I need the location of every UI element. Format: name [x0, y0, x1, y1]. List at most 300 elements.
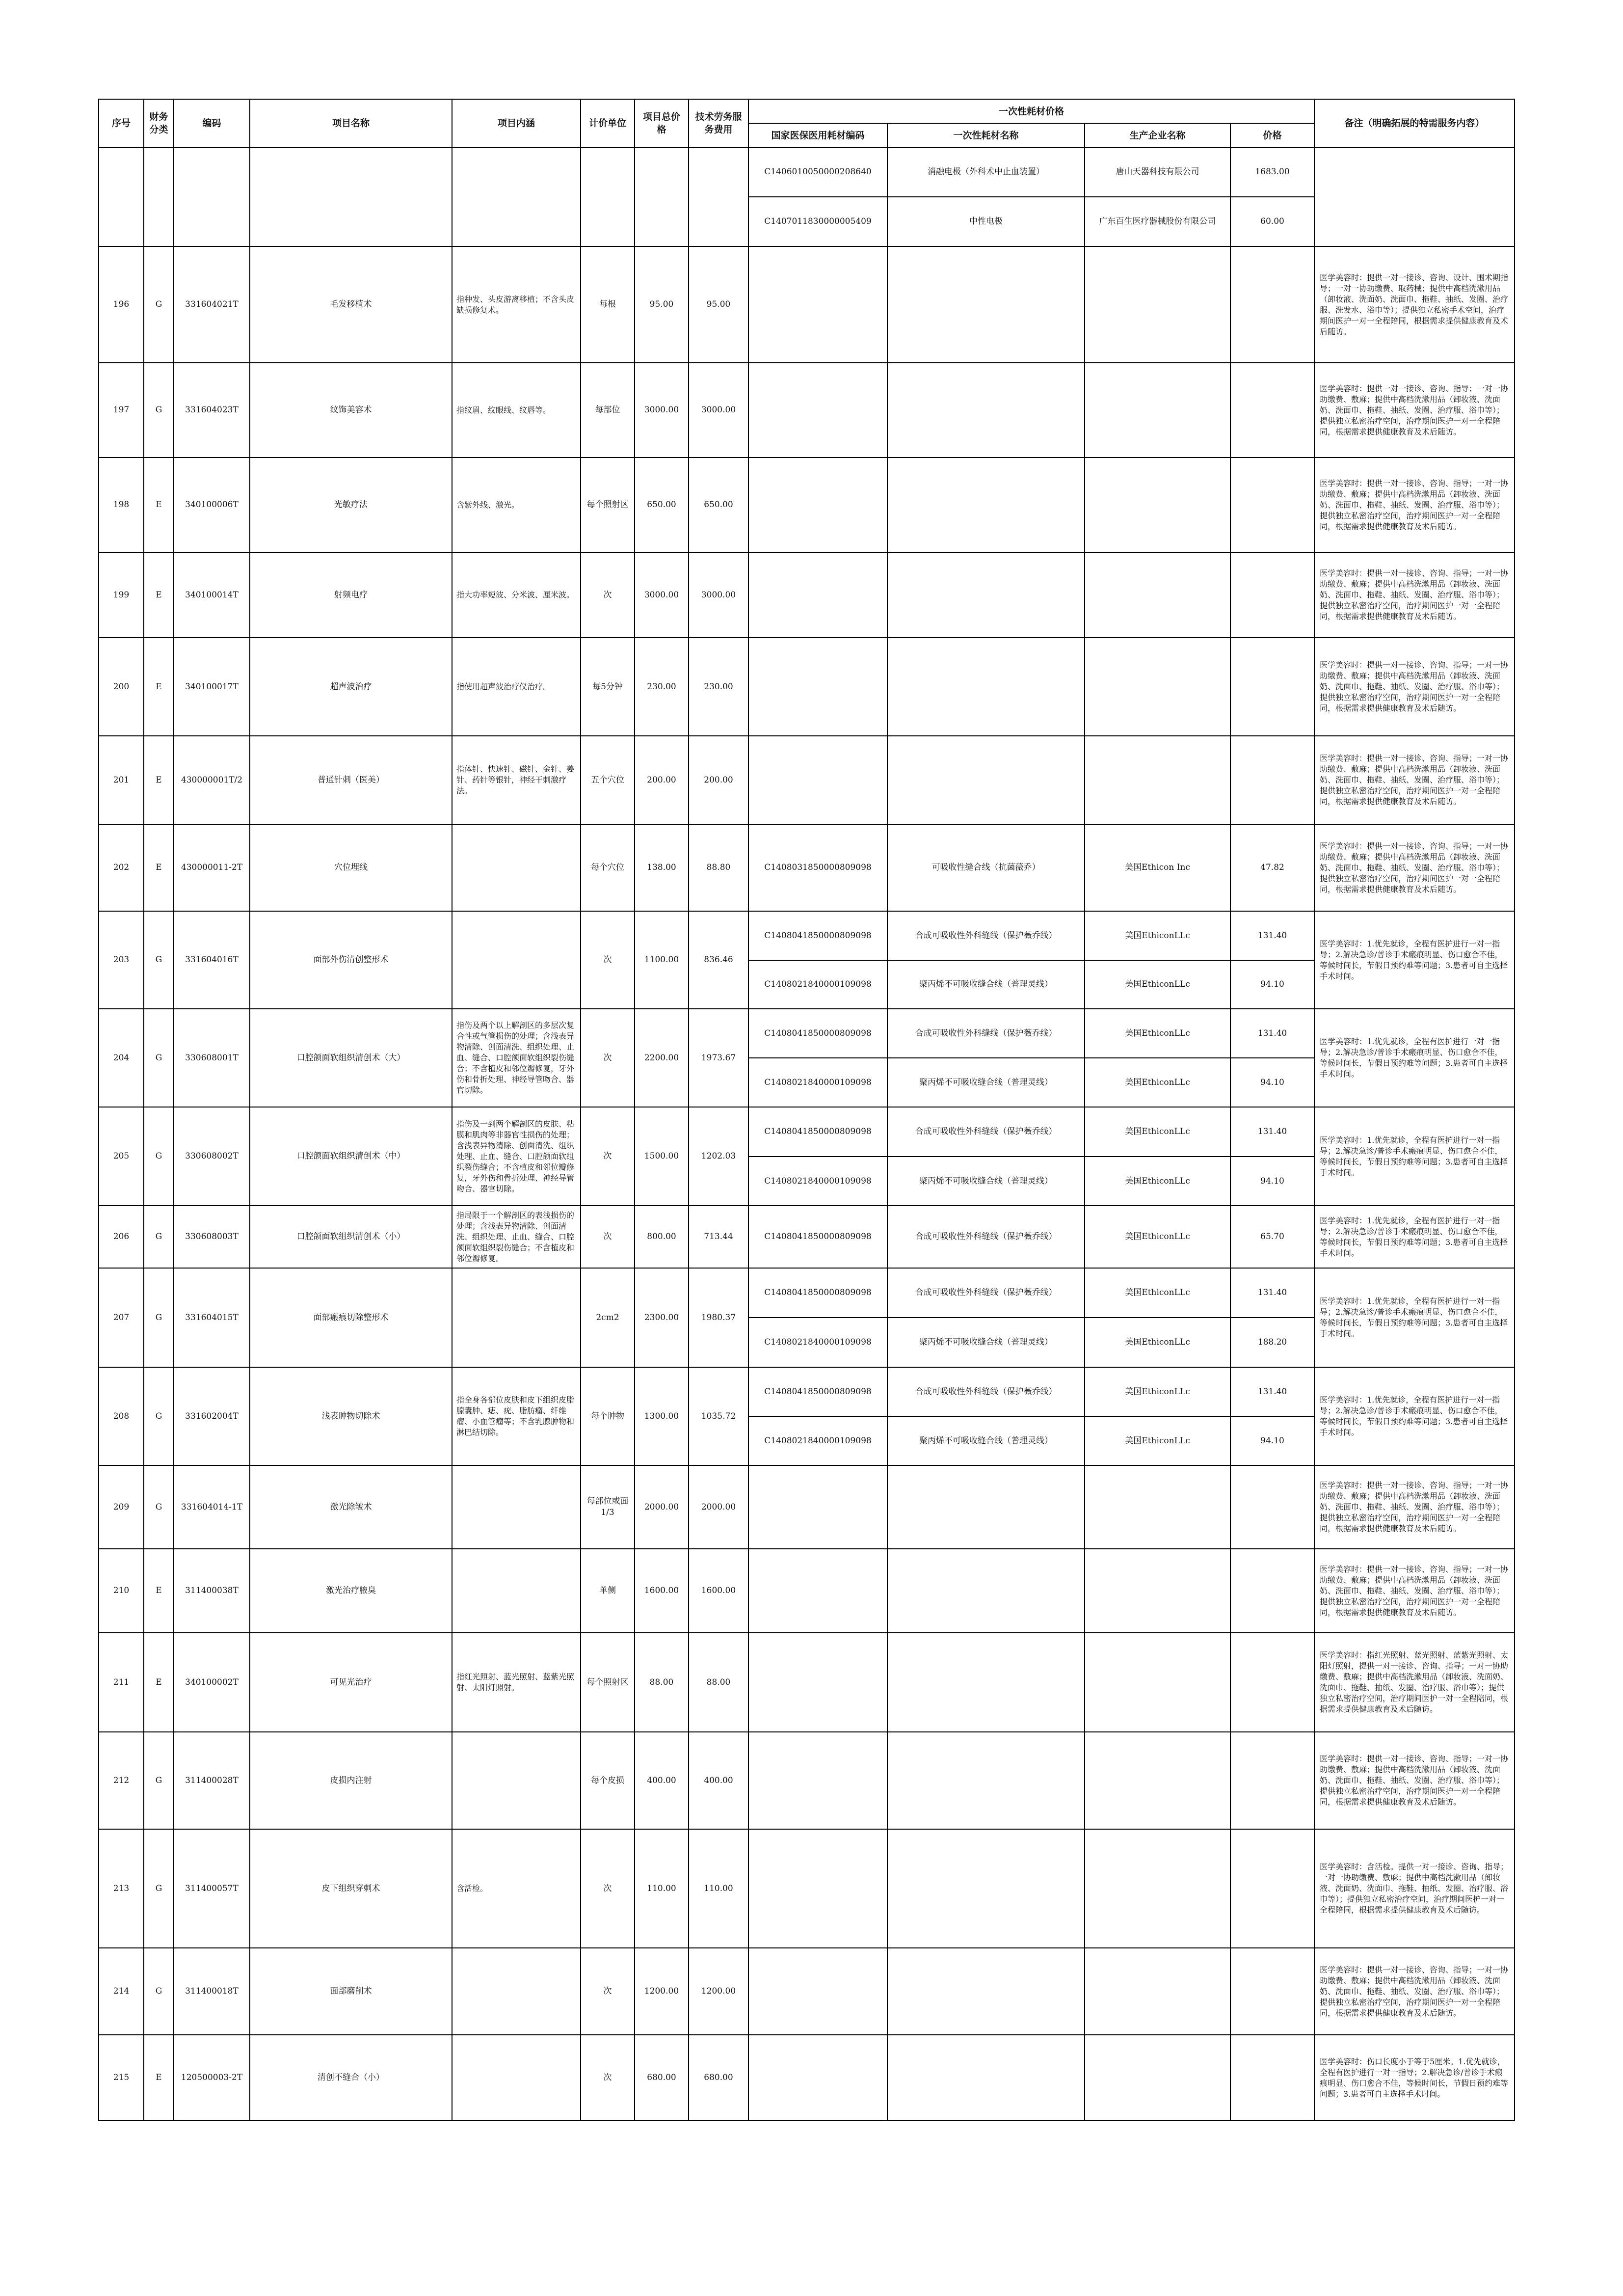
cell-price: 131.40: [1230, 1009, 1314, 1058]
cell-content: 指大功率短波、分米波、厘米波。: [452, 552, 581, 638]
cell-consumable-name: 合成可吸收性外科缝线（保护薇乔线）: [887, 1268, 1085, 1318]
cell-content: [452, 911, 581, 1009]
cell-code: 331604014-1T: [174, 1465, 250, 1549]
cell-content: 指伤及一到两个解剖区的皮肤、粘膜和肌肉等非器官性损伤的处理；含浅表异物清除、创面清洗、组织处理、止血、缝合、口腔颌面软组织裂伤缝合；不含植皮和邻位瓣修复，牙外伤和骨折处理、神经导管吻合、器官切除。: [452, 1107, 581, 1206]
cell-nhsa-code-empty: [748, 1829, 887, 1948]
cell-content: 指伤及两个以上解剖区的多层次复合性或气管损伤的处理；含浅表异物清除、创面清洗、组织处理、止血、缝合、口腔颌面软组织裂伤缝合；不含植皮和邻位瓣修复，牙外伤和骨折处理、神经导管吻合、器官切除。: [452, 1009, 581, 1107]
cell-consumable-name-empty: [887, 1549, 1085, 1633]
cell-labor-fee: 713.44: [689, 1206, 748, 1268]
header-item-name: 项目名称: [250, 99, 452, 147]
header-nhsa-code: 国家医保医用耗材编码: [748, 123, 887, 147]
cell-price: 94.10: [1230, 1058, 1314, 1107]
cell-total-price: 1500.00: [635, 1107, 689, 1206]
header-content: 项目内涵: [452, 99, 581, 147]
table-row: [99, 638, 1515, 736]
cell-total-price: 230.00: [635, 638, 689, 736]
cell-item-name: 超声波治疗: [250, 638, 452, 736]
cell-seq: 198: [99, 458, 144, 552]
header-code: 编码: [174, 99, 250, 147]
cell-content: [452, 1732, 581, 1829]
cell-content: [452, 1948, 581, 2035]
cell-seq: 211: [99, 1633, 144, 1732]
cell-unit: 单侧: [581, 1549, 635, 1633]
cell-note: 医学美容时：1.优先就诊，全程有医护进行一对一指导；2.解决急诊/普诊手术瘢痕明显、伤口愈合不佳，等候时间长，节假日预约难等问题；3.患者可自主选择手术时间。: [1314, 1009, 1515, 1107]
cell-consumable-name: 合成可吸收性外科缝线（保护薇乔线）: [887, 1009, 1085, 1058]
cell-price: 131.40: [1230, 1367, 1314, 1416]
cell-manufacturer-empty: [1085, 1465, 1230, 1549]
cell-seq: 202: [99, 824, 144, 911]
cell-manufacturer-empty: [1085, 638, 1230, 736]
cell-seq: 207: [99, 1268, 144, 1367]
cell-consumable-name: 合成可吸收性外科缝线（保护薇乔线）: [887, 1367, 1085, 1416]
cell-nhsa-code-empty: [748, 458, 887, 552]
cell-code: 331604021T: [174, 246, 250, 363]
cell-note: 医学美容时：提供一对一接诊、咨询、指导；一对一协助缴费、敷麻；提供中高档洗漱用品（卸妆液、洗面奶、洗面巾、拖鞋、抽纸、发圈、治疗服、浴巾等）；提供独立私密治疗空间，治疗期间医护一对一全程陪同，根据需求提供健康教育及术后随访。: [1314, 824, 1515, 911]
cell-manufacturer-empty: [1085, 552, 1230, 638]
cell-fin-category: E: [144, 1549, 174, 1633]
cell-code: 331604023T: [174, 363, 250, 458]
cell-nhsa-code-empty: [748, 1948, 887, 2035]
cell-consumable-name: 聚丙烯不可吸收缝合线（普理灵线）: [887, 960, 1085, 1009]
table-row: [99, 1633, 1515, 1732]
cell-item-name: 光敏疗法: [250, 458, 452, 552]
cell-consumable-name-empty: [887, 2035, 1085, 2121]
cell-unit: 每个皮损: [581, 1732, 635, 1829]
cell-seq: 203: [99, 911, 144, 1009]
cell-content: [452, 147, 581, 246]
table-row: [99, 1268, 1515, 1318]
cell-nhsa-code-empty: [748, 552, 887, 638]
cell-labor-fee: 2000.00: [689, 1465, 748, 1549]
table-row: [99, 552, 1515, 638]
table-row: [99, 458, 1515, 552]
cell-code: 120500003-2T: [174, 2035, 250, 2121]
cell-price: 1683.00: [1230, 147, 1314, 197]
cell-fin-category: E: [144, 736, 174, 824]
table-row: [99, 736, 1515, 824]
cell-price-empty: [1230, 363, 1314, 458]
cell-consumable-name: 合成可吸收性外科缝线（保护薇乔线）: [887, 1206, 1085, 1268]
cell-nhsa-code: C1408021840000109098: [748, 1416, 887, 1465]
cell-unit: 每个照射区: [581, 1633, 635, 1732]
cell-item-name: 皮下组织穿刺术: [250, 1829, 452, 1948]
cell-total-price: 2200.00: [635, 1009, 689, 1107]
cell-fin-category: G: [144, 1829, 174, 1948]
cell-content: 指使用超声波治疗仪治疗。: [452, 638, 581, 736]
cell-note: [1314, 147, 1515, 246]
cell-consumable-name-empty: [887, 1465, 1085, 1549]
cell-code: 331604015T: [174, 1268, 250, 1367]
cell-unit: 次: [581, 1948, 635, 2035]
header-unit: 计价单位: [581, 99, 635, 147]
cell-seq: 197: [99, 363, 144, 458]
table-row: [99, 1107, 1515, 1157]
cell-price-empty: [1230, 1465, 1314, 1549]
cell-nhsa-code-empty: [748, 638, 887, 736]
cell-fin-category: G: [144, 1732, 174, 1829]
header-fin-category: 财务分类: [144, 99, 174, 147]
cell-code: 340100006T: [174, 458, 250, 552]
header-total-price: 项目总价格: [635, 99, 689, 147]
cell-consumable-name-empty: [887, 552, 1085, 638]
cell-note: 医学美容时：伤口长度小于等于5厘米。1.优先就诊，全程有医护进行一对一指导；2.解决急诊/普诊手术瘢痕明显、伤口愈合不佳，等候时间长，节假日预约难等问题；3.患者可自主选择手术时间。: [1314, 2035, 1515, 2121]
cell-labor-fee: 400.00: [689, 1732, 748, 1829]
cell-consumable-name-empty: [887, 246, 1085, 363]
cell-labor-fee: 1980.37: [689, 1268, 748, 1367]
cell-price: 131.40: [1230, 1268, 1314, 1318]
cell-note: 医学美容时：提供一对一接诊、咨询、指导；一对一协助缴费、敷麻；提供中高档洗漱用品（卸妆液、洗面奶、洗面巾、拖鞋、抽纸、发圈、治疗服、浴巾等）；提供独立私密治疗空间，治疗期间医护一对一全程陪同，根据需求提供健康教育及术后随访。: [1314, 552, 1515, 638]
cell-price-empty: [1230, 1948, 1314, 2035]
cell-manufacturer: 美国EthiconLLc: [1085, 1206, 1230, 1268]
cell-manufacturer: 美国EthiconLLc: [1085, 1367, 1230, 1416]
table-row: [99, 1206, 1515, 1268]
cell-total-price: [635, 147, 689, 246]
cell-unit: 次: [581, 911, 635, 1009]
table-row: [99, 1732, 1515, 1829]
header-consumable-name: 一次性耗材名称: [887, 123, 1085, 147]
cell-code: 311400028T: [174, 1732, 250, 1829]
cell-fin-category: G: [144, 1948, 174, 2035]
cell-code: 430000011-2T: [174, 824, 250, 911]
cell-price-empty: [1230, 458, 1314, 552]
cell-unit: 每部位: [581, 363, 635, 458]
cell-price-empty: [1230, 736, 1314, 824]
cell-note: 医学美容时：1.优先就诊，全程有医护进行一对一指导；2.解决急诊/普诊手术瘢痕明显、伤口愈合不佳，等候时间长，节假日预约难等问题；3.患者可自主选择手术时间。: [1314, 1367, 1515, 1465]
cell-consumable-name: 聚丙烯不可吸收缝合线（普理灵线）: [887, 1318, 1085, 1367]
cell-manufacturer: 美国Ethicon Inc: [1085, 824, 1230, 911]
cell-fin-category: G: [144, 1206, 174, 1268]
table-row: [99, 2035, 1515, 2121]
cell-manufacturer: 美国EthiconLLc: [1085, 911, 1230, 960]
cell-total-price: 800.00: [635, 1206, 689, 1268]
cell-labor-fee: 1035.72: [689, 1367, 748, 1465]
cell-labor-fee: 1200.00: [689, 1948, 748, 2035]
cell-total-price: 95.00: [635, 246, 689, 363]
cell-fin-category: E: [144, 552, 174, 638]
cell-fin-category: E: [144, 1633, 174, 1732]
cell-unit: 次: [581, 2035, 635, 2121]
cell-code: 340100017T: [174, 638, 250, 736]
cell-total-price: 1300.00: [635, 1367, 689, 1465]
cell-fin-category: E: [144, 458, 174, 552]
cell-price-empty: [1230, 638, 1314, 736]
cell-price-empty: [1230, 552, 1314, 638]
cell-manufacturer: 美国EthiconLLc: [1085, 1416, 1230, 1465]
cell-code: 330608002T: [174, 1107, 250, 1206]
cell-labor-fee: 3000.00: [689, 363, 748, 458]
cell-seq: 199: [99, 552, 144, 638]
table-body: [99, 147, 1515, 2121]
cell-manufacturer: 广东百生医疗器械股份有限公司: [1085, 197, 1230, 246]
cell-content: 指种发、头皮游离移植；不含头皮缺损修复术。: [452, 246, 581, 363]
cell-item-name: 激光治疗腋臭: [250, 1549, 452, 1633]
cell-seq: 210: [99, 1549, 144, 1633]
cell-content: [452, 1268, 581, 1367]
header-consumables-group: 一次性耗材价格: [748, 99, 1314, 123]
cell-seq: 206: [99, 1206, 144, 1268]
cell-total-price: 2300.00: [635, 1268, 689, 1367]
cell-price: 60.00: [1230, 197, 1314, 246]
cell-note: 医学美容时：提供一对一接诊、咨询、指导；一对一协助缴费、敷麻；提供中高档洗漱用品（卸妆液、洗面奶、洗面巾、拖鞋、抽纸、发圈、治疗服、浴巾等）；提供独立私密治疗空间，治疗期间医护一对一全程陪同，根据需求提供健康教育及术后随访。: [1314, 363, 1515, 458]
cell-item-name: 面部瘢痕切除整形术: [250, 1268, 452, 1367]
cell-fin-category: G: [144, 1367, 174, 1465]
table-row: [99, 246, 1515, 363]
cell-seq: 201: [99, 736, 144, 824]
cell-consumable-name-empty: [887, 458, 1085, 552]
cell-unit: 五个穴位: [581, 736, 635, 824]
cell-content: 含紫外线、激光。: [452, 458, 581, 552]
cell-fin-category: G: [144, 363, 174, 458]
table-row: [99, 363, 1515, 458]
cell-fin-category: E: [144, 824, 174, 911]
cell-item-name: 射频电疗: [250, 552, 452, 638]
cell-consumable-name-empty: [887, 1732, 1085, 1829]
cell-seq: 204: [99, 1009, 144, 1107]
cell-manufacturer: 美国EthiconLLc: [1085, 1107, 1230, 1157]
table-row: [99, 1465, 1515, 1549]
cell-item-name: 口腔颌面软组织清创术（大）: [250, 1009, 452, 1107]
cell-item-name: 皮损内注射: [250, 1732, 452, 1829]
cell-note: 医学美容时：指红光照射、蓝光照射、蓝紫光照射、太阳灯照射，提供一对一接诊、咨询、指导；一对一协助缴费、敷麻；提供中高档洗漱用品（卸妆液、洗面奶、洗面巾、拖鞋、抽纸、发圈、治疗服、浴巾等）；提供独立私密治疗空间，治疗期间医护一对一全程陪同，根据需求提供健康教育及术后随访。: [1314, 1633, 1515, 1732]
cell-price: 188.20: [1230, 1318, 1314, 1367]
cell-seq: 215: [99, 2035, 144, 2121]
cell-consumable-name-empty: [887, 736, 1085, 824]
cell-total-price: 650.00: [635, 458, 689, 552]
cell-total-price: 1600.00: [635, 1549, 689, 1633]
cell-seq: 196: [99, 246, 144, 363]
cell-nhsa-code: C1408021840000109098: [748, 1157, 887, 1206]
header-labor-fee: 技术劳务服务费用: [689, 99, 748, 147]
cell-price-empty: [1230, 1633, 1314, 1732]
cell-unit: 2cm2: [581, 1268, 635, 1367]
cell-manufacturer-empty: [1085, 736, 1230, 824]
cell-unit: 每个照射区: [581, 458, 635, 552]
cell-item-name: 普通针刺（医美）: [250, 736, 452, 824]
cell-note: 医学美容时：1.优先就诊，全程有医护进行一对一指导；2.解决急诊/普诊手术瘢痕明显、伤口愈合不佳，等候时间长，节假日预约难等问题；3.患者可自主选择手术时间。: [1314, 1268, 1515, 1367]
cell-labor-fee: 836.46: [689, 911, 748, 1009]
cell-note: 医学美容时：提供一对一接诊、咨询、指导；一对一协助缴费、敷麻；提供中高档洗漱用品（卸妆液、洗面奶、洗面巾、拖鞋、抽纸、发圈、治疗服、浴巾等）；提供独立私密治疗空间，治疗期间医护一对一全程陪同，根据需求提供健康教育及术后随访。: [1314, 736, 1515, 824]
table-row: [99, 824, 1515, 911]
cell-seq: 205: [99, 1107, 144, 1206]
cell-item-name: 口腔颌面软组织清创术（中）: [250, 1107, 452, 1206]
cell-nhsa-code: C1408041850000809098: [748, 911, 887, 960]
cell-content: [452, 1465, 581, 1549]
cell-fin-category: G: [144, 246, 174, 363]
cell-consumable-name-empty: [887, 638, 1085, 736]
cell-unit: 次: [581, 1829, 635, 1948]
cell-manufacturer: 美国EthiconLLc: [1085, 1318, 1230, 1367]
header-seq: 序号: [99, 99, 144, 147]
cell-labor-fee: 3000.00: [689, 552, 748, 638]
cell-content: 含活检。: [452, 1829, 581, 1948]
cell-code: 311400018T: [174, 1948, 250, 2035]
cell-price: 47.82: [1230, 824, 1314, 911]
cell-total-price: 3000.00: [635, 363, 689, 458]
cell-fin-category: G: [144, 1107, 174, 1206]
cell-fin-category: [144, 147, 174, 246]
cell-note: 医学美容时：1.优先就诊，全程有医护进行一对一指导；2.解决急诊/普诊手术瘢痕明显、伤口愈合不佳，等候时间长，节假日预约难等问题；3.患者可自主选择手术时间。: [1314, 1206, 1515, 1268]
cell-seq: 200: [99, 638, 144, 736]
cell-content: [452, 1549, 581, 1633]
cell-manufacturer-empty: [1085, 1732, 1230, 1829]
cell-note: 医学美容时：1.优先就诊，全程有医护进行一对一指导；2.解决急诊/普诊手术瘢痕明显、伤口愈合不佳，等候时间长，节假日预约难等问题；3.患者可自主选择手术时间。: [1314, 1107, 1515, 1206]
cell-manufacturer-empty: [1085, 1549, 1230, 1633]
cell-item-name: 口腔颌面软组织清创术（小）: [250, 1206, 452, 1268]
cell-fin-category: G: [144, 1268, 174, 1367]
table-row: [99, 1829, 1515, 1948]
cell-total-price: 1200.00: [635, 1948, 689, 2035]
cell-consumable-name-empty: [887, 1829, 1085, 1948]
table-row: [99, 911, 1515, 960]
cell-consumable-name: 合成可吸收性外科缝线（保护薇乔线）: [887, 1107, 1085, 1157]
cell-consumable-name: 消融电极（外科术中止血装置）: [887, 147, 1085, 197]
table-header: [99, 99, 1515, 147]
cell-manufacturer: 美国EthiconLLc: [1085, 1157, 1230, 1206]
cell-item-name: 清创不缝合（小）: [250, 2035, 452, 2121]
cell-note: 医学美容时：提供一对一接诊、咨询、指导；一对一协助缴费、敷麻；提供中高档洗漱用品（卸妆液、洗面奶、洗面巾、拖鞋、抽纸、发圈、治疗服、浴巾等）；提供独立私密治疗空间，治疗期间医护一对一全程陪同，根据需求提供健康教育及术后随访。: [1314, 1549, 1515, 1633]
cell-labor-fee: 110.00: [689, 1829, 748, 1948]
cell-labor-fee: 1973.67: [689, 1009, 748, 1107]
cell-manufacturer-empty: [1085, 458, 1230, 552]
cell-price-empty: [1230, 1829, 1314, 1948]
cell-labor-fee: 200.00: [689, 736, 748, 824]
cell-nhsa-code: C1408041850000809098: [748, 1107, 887, 1157]
cell-consumable-name: 可吸收性缝合线（抗菌薇乔）: [887, 824, 1085, 911]
cell-total-price: 2000.00: [635, 1465, 689, 1549]
cell-total-price: 1100.00: [635, 911, 689, 1009]
cell-unit: 次: [581, 1107, 635, 1206]
cell-item-name: 面部外伤清创整形术: [250, 911, 452, 1009]
cell-content: 指红光照射、蓝光照射、蓝紫光照射、太阳灯照射。: [452, 1633, 581, 1732]
cell-note: 医学美容时：提供一对一接诊、咨询、指导；一对一协助缴费、敷麻；提供中高档洗漱用品（卸妆液、洗面奶、洗面巾、拖鞋、抽纸、发圈、治疗服、浴巾等）；提供独立私密治疗空间，治疗期间医护一对一全程陪同，根据需求提供健康教育及术后随访。: [1314, 1948, 1515, 2035]
cell-unit: 每个穴位: [581, 824, 635, 911]
cell-manufacturer: 美国EthiconLLc: [1085, 1268, 1230, 1318]
cell-consumable-name: 聚丙烯不可吸收缝合线（普理灵线）: [887, 1416, 1085, 1465]
cell-content: 指全身各部位皮肤和皮下组织皮脂腺囊肿、痣、疣、脂肪瘤、纤维瘤、小血管瘤等；不含乳腺肿物和淋巴结切除。: [452, 1367, 581, 1465]
cell-nhsa-code: C1408041850000809098: [748, 1367, 887, 1416]
cell-manufacturer-empty: [1085, 1829, 1230, 1948]
cell-nhsa-code-empty: [748, 1633, 887, 1732]
cell-nhsa-code-empty: [748, 363, 887, 458]
cell-manufacturer-empty: [1085, 246, 1230, 363]
cell-code: 311400038T: [174, 1549, 250, 1633]
cell-code: 331602004T: [174, 1367, 250, 1465]
cell-unit: 次: [581, 1206, 635, 1268]
cell-seq: 209: [99, 1465, 144, 1549]
price-table: [98, 99, 1515, 2121]
header-manufacturer: 生产企业名称: [1085, 123, 1230, 147]
header-note: 备注（明确拓展的特需服务内容）: [1314, 99, 1515, 147]
cell-manufacturer: 美国EthiconLLc: [1085, 960, 1230, 1009]
cell-code: 340100014T: [174, 552, 250, 638]
cell-total-price: 88.00: [635, 1633, 689, 1732]
cell-total-price: 3000.00: [635, 552, 689, 638]
cell-note: 医学美容时：提供一对一接诊、咨询、指导；一对一协助缴费、敷麻；提供中高档洗漱用品（卸妆液、洗面奶、洗面巾、拖鞋、抽纸、发圈、治疗服、浴巾等）；提供独立私密治疗空间，治疗期间医护一对一全程陪同，根据需求提供健康教育及术后随访。: [1314, 638, 1515, 736]
cell-nhsa-code: C1408031850000809098: [748, 824, 887, 911]
cell-price: 131.40: [1230, 1107, 1314, 1157]
cell-consumable-name: 聚丙烯不可吸收缝合线（普理灵线）: [887, 1058, 1085, 1107]
cell-code: 430000001T/2: [174, 736, 250, 824]
cell-content: 指体针、快速针、磁针、金针、姜针、药针等银针，神经干刺激疗法。: [452, 736, 581, 824]
cell-fin-category: E: [144, 638, 174, 736]
cell-unit: 每根: [581, 246, 635, 363]
cell-nhsa-code-empty: [748, 1465, 887, 1549]
cell-nhsa-code-empty: [748, 2035, 887, 2121]
cell-nhsa-code: C1408041850000809098: [748, 1009, 887, 1058]
cell-consumable-name-empty: [887, 1948, 1085, 2035]
cell-nhsa-code: C1407011830000005409: [748, 197, 887, 246]
cell-code: [174, 147, 250, 246]
cell-labor-fee: 88.00: [689, 1633, 748, 1732]
cell-consumable-name-empty: [887, 363, 1085, 458]
cell-consumable-name-empty: [887, 1633, 1085, 1732]
cell-seq: 214: [99, 1948, 144, 2035]
cell-item-name: [250, 147, 452, 246]
cell-code: 330608003T: [174, 1206, 250, 1268]
cell-unit: 每5分钟: [581, 638, 635, 736]
cell-content: 指纹眉、纹眼线、纹唇等。: [452, 363, 581, 458]
cell-code: 311400057T: [174, 1829, 250, 1948]
cell-labor-fee: 230.00: [689, 638, 748, 736]
table-row: [99, 1948, 1515, 2035]
cell-seq: 213: [99, 1829, 144, 1948]
table-row: [99, 1549, 1515, 1633]
cell-manufacturer: 美国EthiconLLc: [1085, 1009, 1230, 1058]
cell-labor-fee: 88.80: [689, 824, 748, 911]
cell-total-price: 400.00: [635, 1732, 689, 1829]
cell-code: 331604016T: [174, 911, 250, 1009]
cell-nhsa-code-empty: [748, 246, 887, 363]
cell-item-name: 毛发移植术: [250, 246, 452, 363]
cell-nhsa-code: C1408021840000109098: [748, 1058, 887, 1107]
cell-nhsa-code: C1406010050000208640: [748, 147, 887, 197]
cell-item-name: 穴位埋线: [250, 824, 452, 911]
cell-manufacturer-empty: [1085, 1633, 1230, 1732]
cell-price-empty: [1230, 1732, 1314, 1829]
cell-note: 医学美容时：提供一对一接诊、咨询、指导；一对一协助缴费、敷麻；提供中高档洗漱用品（卸妆液、洗面奶、洗面巾、拖鞋、抽纸、发圈、治疗服、浴巾等）；提供独立私密治疗空间，治疗期间医护一对一全程陪同，根据需求提供健康教育及术后随访。: [1314, 1465, 1515, 1549]
cell-unit: 每个肿物: [581, 1367, 635, 1465]
cell-consumable-name: 中性电极: [887, 197, 1085, 246]
cell-price: 65.70: [1230, 1206, 1314, 1268]
cell-labor-fee: [689, 147, 748, 246]
cell-item-name: 纹饰美容术: [250, 363, 452, 458]
cell-item-name: 可见光治疗: [250, 1633, 452, 1732]
cell-nhsa-code: C1408021840000109098: [748, 1318, 887, 1367]
cell-price: 94.10: [1230, 960, 1314, 1009]
cell-price-empty: [1230, 2035, 1314, 2121]
cell-fin-category: G: [144, 1465, 174, 1549]
table-row: [99, 147, 1515, 197]
cell-consumable-name: 合成可吸收性外科缝线（保护薇乔线）: [887, 911, 1085, 960]
cell-labor-fee: 1202.03: [689, 1107, 748, 1206]
cell-note: 医学美容时：提供一对一接诊、咨询、设计、围术期指导；一对一协助缴费、取药械；提供中高档洗漱用品（卸妆液、洗面奶、洗面巾、拖鞋、抽纸、发圈、治疗服、洗发水、浴巾等）；提供独立私密手术空间，治疗期间医护一对一全程陪同，根据需求提供健康教育及术后随访。: [1314, 246, 1515, 363]
cell-fin-category: G: [144, 1009, 174, 1107]
cell-price: 131.40: [1230, 911, 1314, 960]
cell-total-price: 138.00: [635, 824, 689, 911]
table-row: [99, 1367, 1515, 1416]
cell-consumable-name: 聚丙烯不可吸收缝合线（普理灵线）: [887, 1157, 1085, 1206]
cell-unit: 次: [581, 552, 635, 638]
cell-content: 指局限于一个解剖区的表浅损伤的处理；含浅表异物清除、创面清洗、组织处理、止血、缝合、口腔颌面软组织裂伤缝合；不含植皮和邻位瓣修复。: [452, 1206, 581, 1268]
cell-note: 医学美容时：提供一对一接诊、咨询、指导；一对一协助缴费、敷麻；提供中高档洗漱用品（卸妆液、洗面奶、洗面巾、拖鞋、抽纸、发圈、治疗服、浴巾等）；提供独立私密治疗空间，治疗期间医护一对一全程陪同，根据需求提供健康教育及术后随访。: [1314, 1732, 1515, 1829]
cell-nhsa-code-empty: [748, 1549, 887, 1633]
cell-manufacturer-empty: [1085, 2035, 1230, 2121]
header-price: 价格: [1230, 123, 1314, 147]
cell-total-price: 200.00: [635, 736, 689, 824]
cell-seq: 208: [99, 1367, 144, 1465]
cell-manufacturer: 唐山天器科技有限公司: [1085, 147, 1230, 197]
cell-manufacturer-empty: [1085, 363, 1230, 458]
